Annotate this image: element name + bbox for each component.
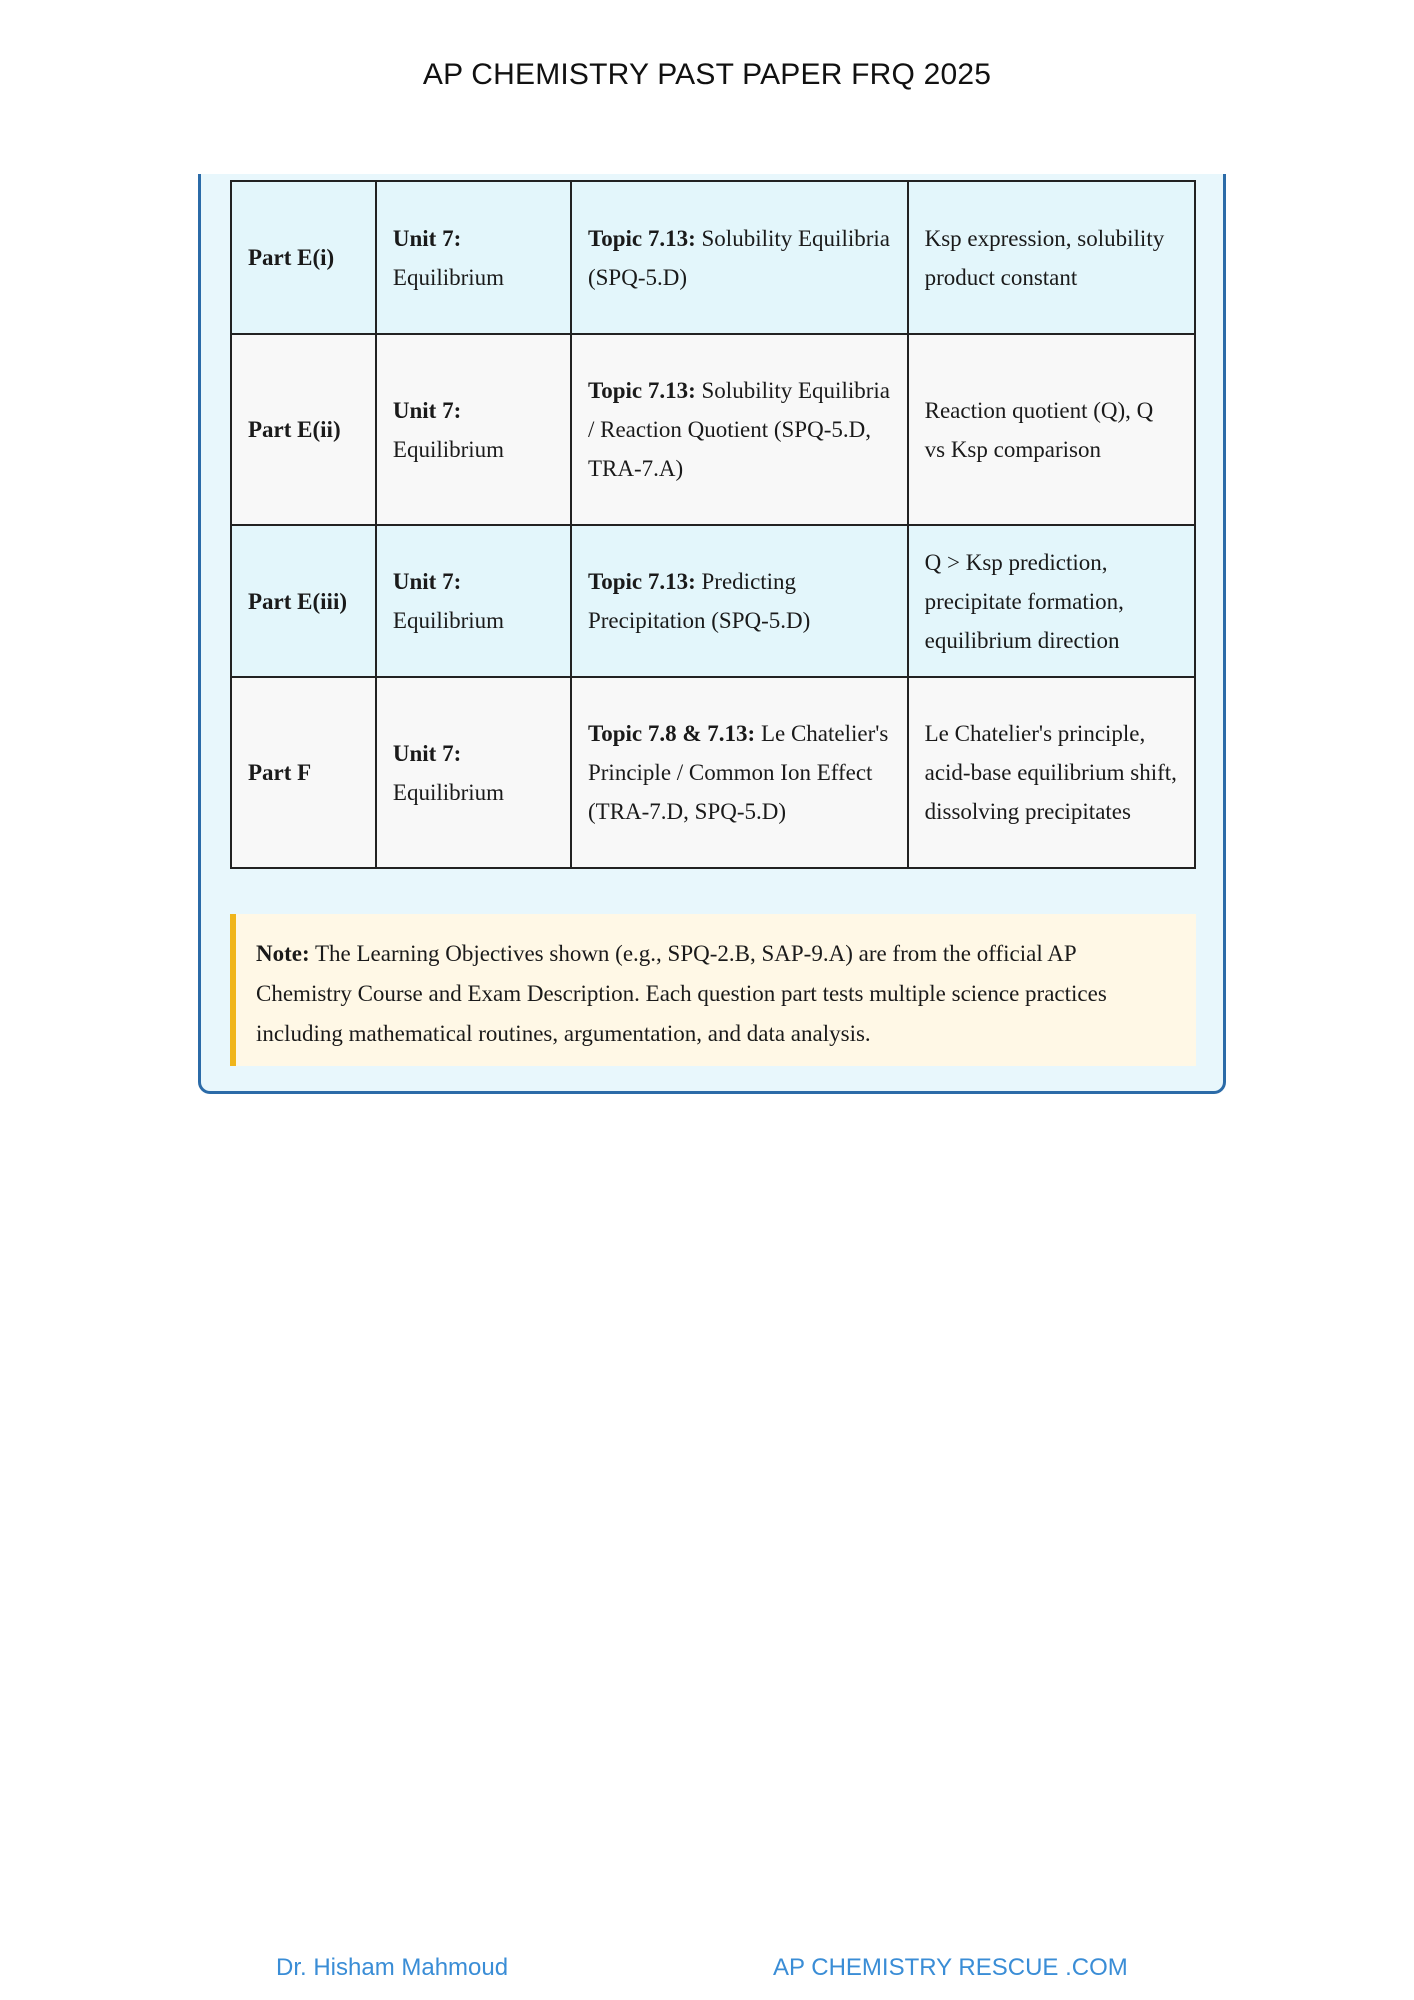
footer-author: Dr. Hisham Mahmoud: [276, 1954, 509, 1981]
table-row: [231, 677, 1195, 868]
table-row: [231, 334, 1195, 525]
learning-objectives-note: [230, 914, 1196, 1066]
unit-label: Unit 7:: [392, 740, 462, 766]
unit-cell: [376, 677, 571, 868]
topic-cell: [571, 334, 908, 525]
page-title: AP CHEMISTRY PAST PAPER FRQ 2025: [422, 58, 992, 91]
topic-cell: [571, 181, 908, 334]
unit-label: Unit 7:: [392, 225, 462, 251]
part-cell: Part F: [231, 677, 376, 868]
topics-table: [230, 180, 1196, 869]
topic-label: Topic 7.8 & 7.13:: [587, 721, 756, 746]
part-cell: Part E(iii): [231, 525, 376, 677]
note-text: The Learning Objectives shown (e.g., SPQ-2.B, SAP-9.A) are from the official AP Chemistry Course and Exam Description. Each question part tests multiple science practices including mathematical routines, argumentation, and data analysis.: [256, 941, 1107, 1046]
unit-name: Equilibrium: [392, 779, 505, 805]
unit-name: Equilibrium: [392, 264, 505, 290]
footer-site: AP CHEMISTRY RESCUE .COM: [773, 1954, 1128, 1981]
description-cell: Ksp expression, solubility product constant: [908, 181, 1195, 334]
note-label: Note:: [256, 941, 310, 966]
description-cell: Le Chatelier's principle, acid-base equilibrium shift, dissolving precipitates: [908, 677, 1195, 868]
description-cell: Reaction quotient (Q), Q vs Ksp comparison: [908, 334, 1195, 525]
topic-text: Le Chatelier's Principle / Common Ion Effect (TRA-7.D, SPQ-5.D): [587, 721, 889, 824]
description-cell: Q > Ksp prediction, precipitate formation, equilibrium direction: [908, 525, 1195, 677]
topic-cell: [571, 525, 908, 677]
unit-name: Equilibrium: [392, 608, 505, 633]
part-cell: Part E(ii): [231, 334, 376, 525]
topic-label: Topic 7.13:: [587, 225, 696, 251]
unit-name: Equilibrium: [392, 436, 505, 462]
topic-label: Topic 7.13:: [587, 569, 696, 594]
unit-cell: [376, 334, 571, 525]
unit-cell: [376, 181, 571, 334]
topic-text: Solubility Equilibria / Reaction Quotient (SPQ-5.D, TRA-7.A): [587, 378, 890, 481]
part-cell: Part E(i): [231, 181, 376, 334]
topic-text: Predicting Precipitation (SPQ-5.D): [587, 569, 811, 633]
topic-cell: [571, 677, 908, 868]
unit-label: Unit 7:: [392, 397, 462, 423]
unit-cell: [376, 525, 571, 677]
topic-label: Topic 7.13:: [587, 378, 696, 403]
table-row: [231, 181, 1195, 334]
table-row: [231, 525, 1195, 677]
unit-label: Unit 7:: [392, 569, 462, 594]
topic-text: Solubility Equilibria (SPQ-5.D): [587, 225, 890, 290]
